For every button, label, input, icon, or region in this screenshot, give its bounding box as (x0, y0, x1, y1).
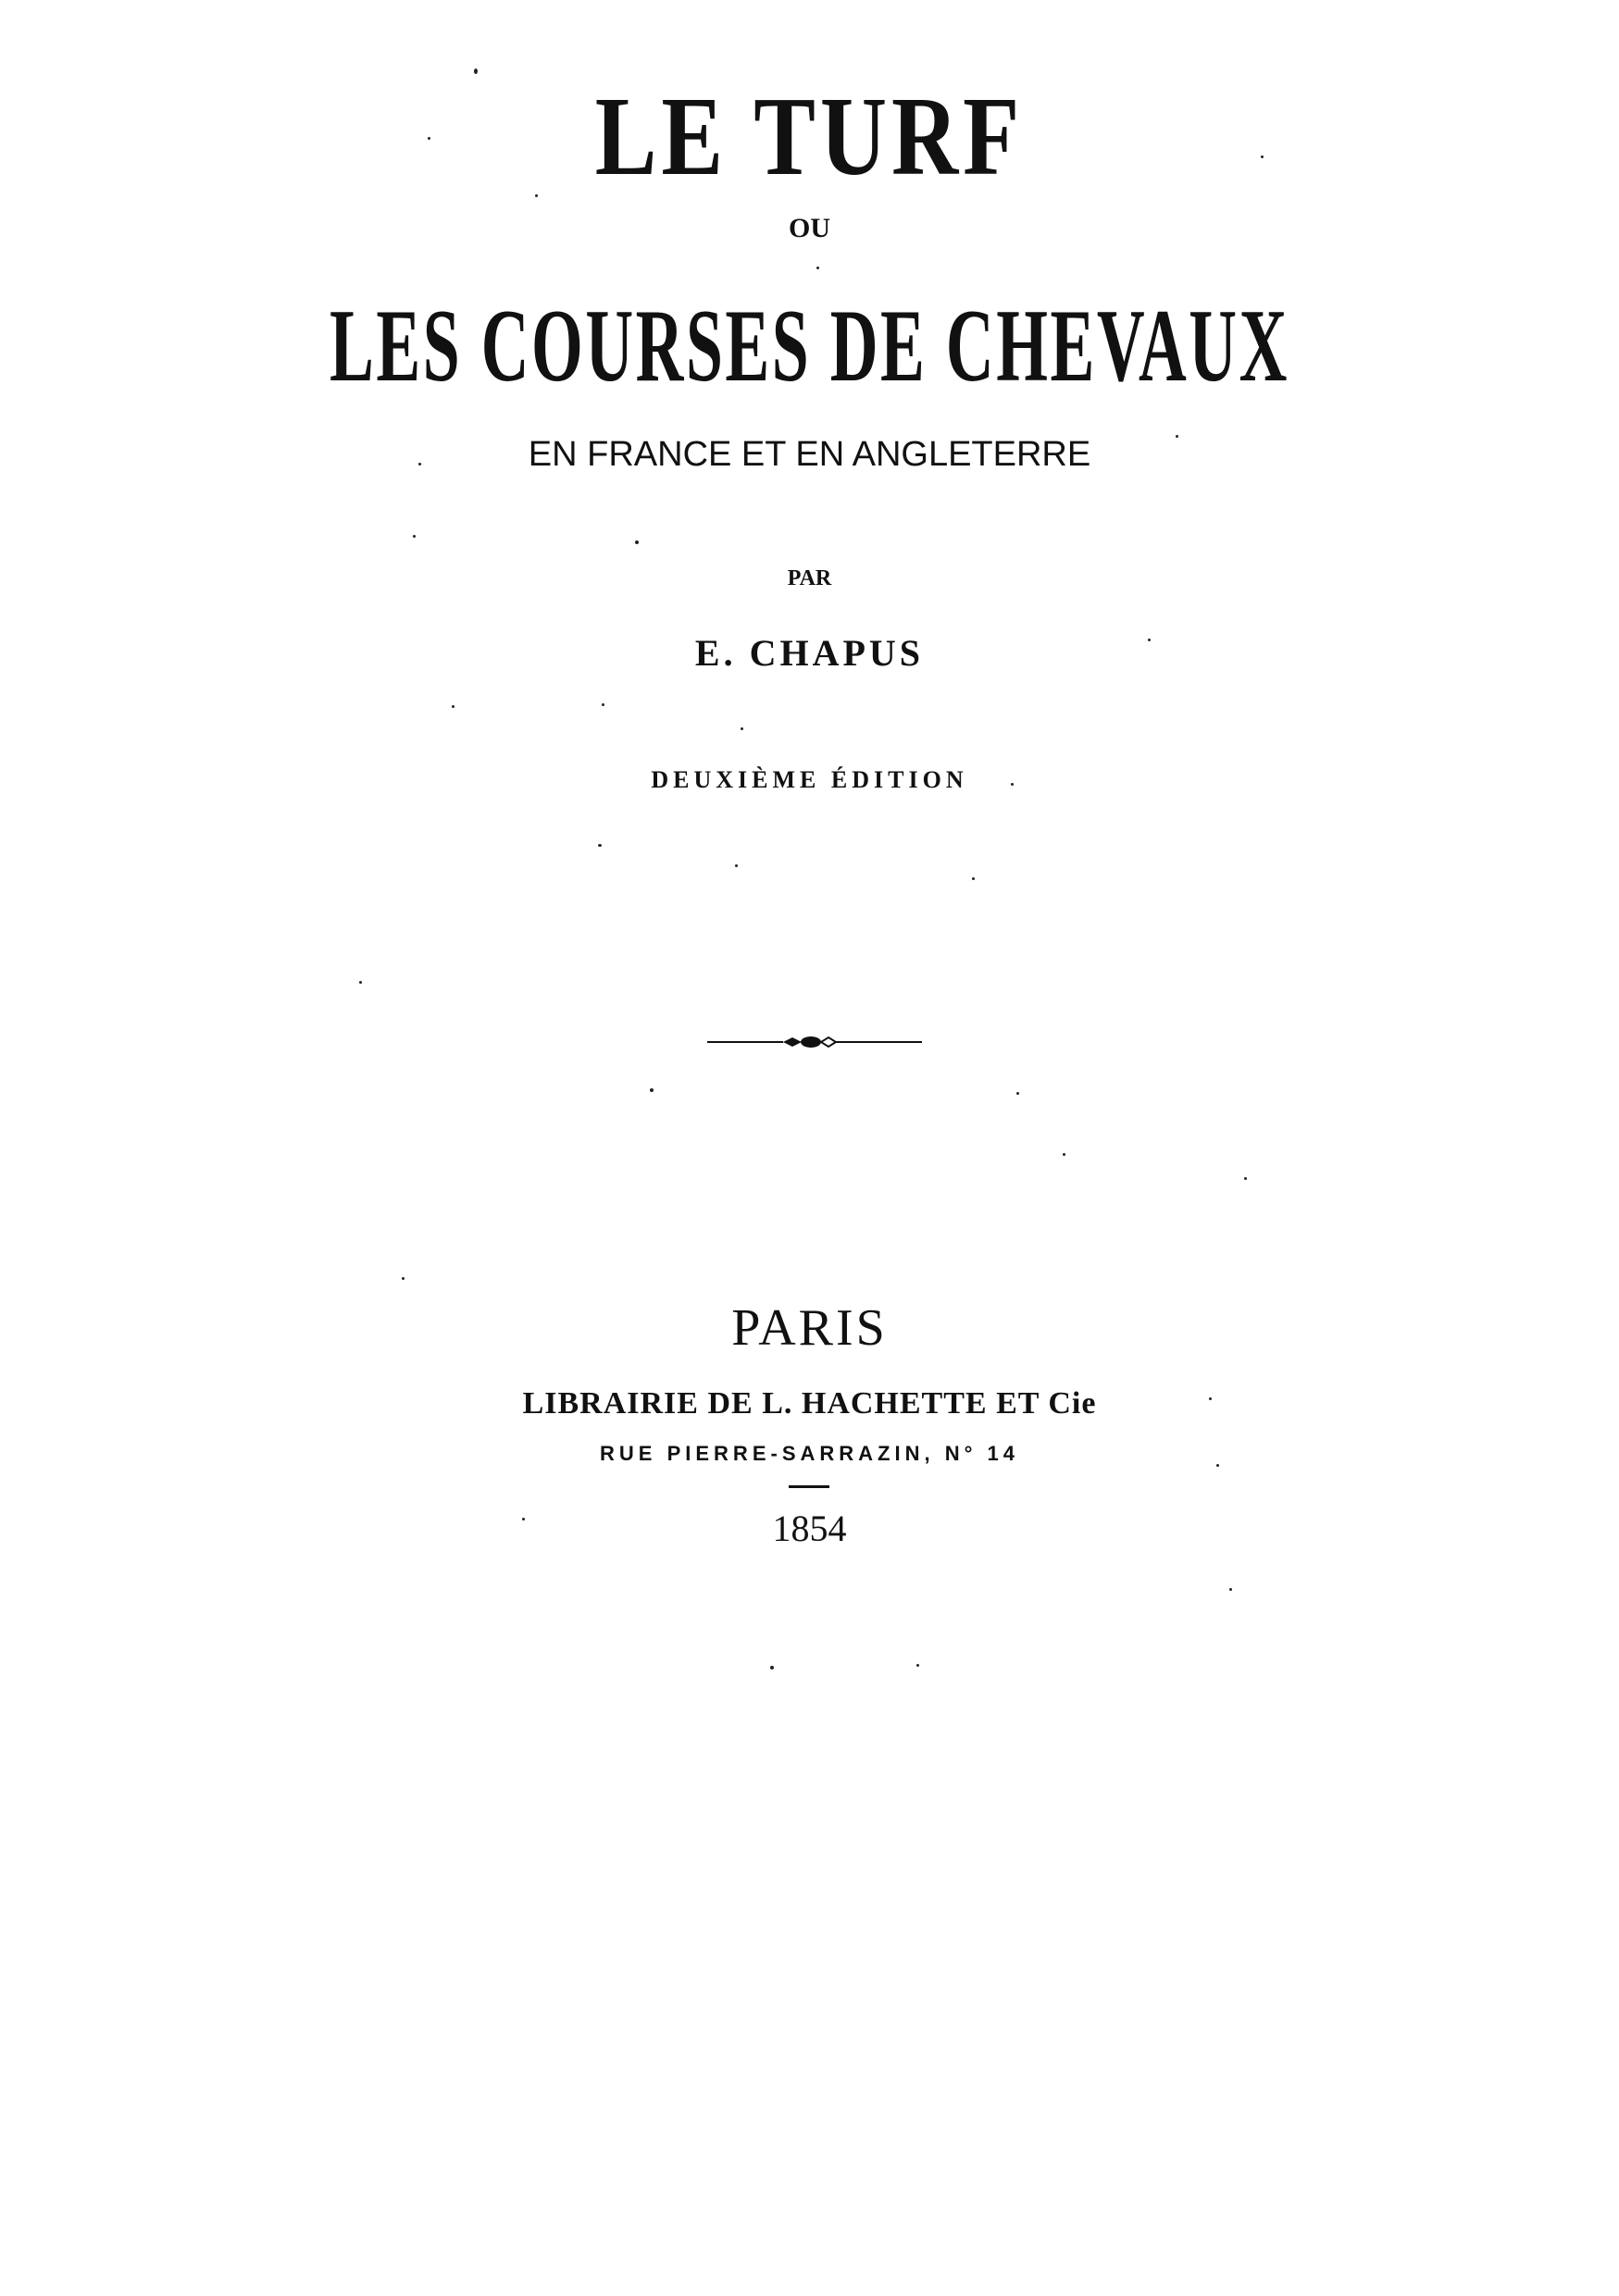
author-name: E. CHAPUS (694, 632, 925, 674)
scan-speck (1063, 1153, 1065, 1156)
book-title: LE TURF (594, 74, 1025, 199)
scan-speck (474, 68, 478, 74)
scan-speck (1148, 639, 1151, 641)
scan-speck (402, 1277, 405, 1280)
scan-speck (598, 844, 602, 847)
book-subtitle: LES COURSES DE CHEVAUX (330, 289, 1289, 403)
scan-speck (1244, 1177, 1247, 1180)
scan-speck (413, 535, 416, 538)
book-subtitle-secondary: EN FRANCE ET EN ANGLETERRE (528, 435, 1091, 474)
ornament-divider-icon (707, 1031, 922, 1053)
scan-speck (635, 540, 639, 544)
scan-speck (770, 1666, 774, 1669)
scan-speck (735, 864, 738, 867)
scan-speck (428, 137, 430, 140)
imprint-rule (789, 1485, 829, 1488)
scan-speck (741, 727, 743, 730)
scan-speck (1011, 783, 1014, 786)
scan-speck (418, 463, 421, 465)
title-connector: OU (789, 213, 830, 243)
scan-speck (602, 703, 604, 706)
imprint-city: PARIS (731, 1299, 888, 1357)
imprint-publisher: LIBRAIRIE DE L. HACHETTE ET Cie (522, 1386, 1097, 1421)
scan-speck (1261, 155, 1264, 158)
by-label: PAR (787, 566, 832, 590)
scan-speck (1229, 1588, 1232, 1591)
scan-speck (1016, 1092, 1019, 1095)
imprint-address: RUE PIERRE-SARRAZIN, N° 14 (600, 1442, 1019, 1465)
scan-speck (1216, 1464, 1219, 1467)
scan-speck (1209, 1397, 1212, 1400)
scan-speck (816, 267, 819, 269)
scan-speck (452, 705, 455, 708)
scan-speck (359, 981, 362, 984)
imprint-year: 1854 (772, 1508, 847, 1549)
scan-speck (535, 194, 538, 197)
scan-speck (650, 1088, 654, 1092)
edition-label: DEUXIÈME ÉDITION (651, 766, 968, 793)
scan-speck (972, 877, 975, 880)
scan-speck (522, 1518, 525, 1520)
scan-speck (916, 1664, 919, 1667)
scan-speck (1176, 435, 1178, 438)
